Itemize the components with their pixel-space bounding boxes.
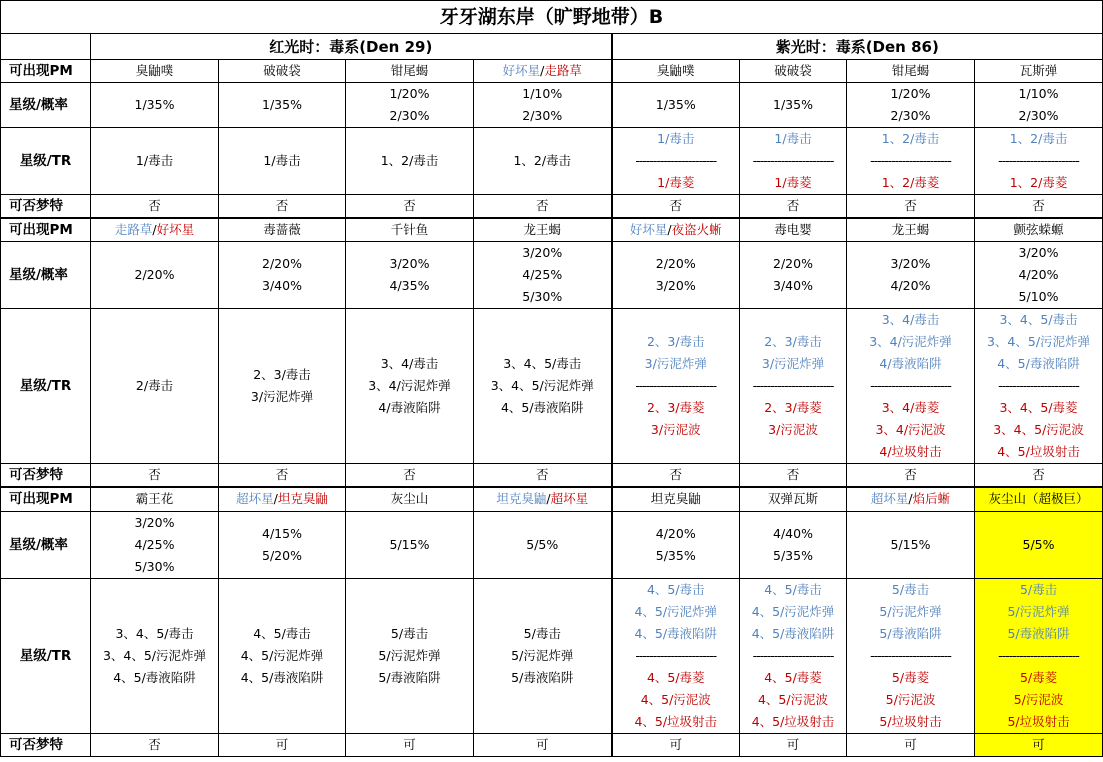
pokemon-name-part: 超坏星 (550, 491, 589, 507)
value-line: 3/20% (655, 278, 696, 293)
value-line: 4、5/毒液陷阱 (240, 669, 324, 685)
gmax-cell: 否 (91, 464, 219, 488)
rate-cell (219, 511, 346, 578)
value-line: 3、4、5/污泥波 (993, 422, 1084, 437)
value-line: 5/5% (1022, 536, 1055, 552)
value-line: 4/毒液陷阱 (879, 356, 942, 371)
value-line: 1/毒菱 (657, 175, 695, 190)
rate-cell (612, 511, 740, 578)
value-line: 5/污泥炸弹 (879, 603, 942, 619)
tr-cell (975, 309, 1103, 464)
pokemon-name-part: 坦克臭鼬 (277, 491, 328, 507)
pokemon-cell (474, 60, 612, 83)
value-line: 5/35% (773, 547, 813, 563)
label-pm: 可出现PM (1, 218, 91, 242)
gmax-cell: 可 (474, 733, 612, 756)
value-line: 4、5/污泥炸弹 (240, 647, 324, 663)
value-line: 3/20% (1018, 245, 1059, 260)
rate-cell (847, 83, 975, 128)
gmax-cell: 否 (346, 464, 474, 488)
value-line: 3/20% (890, 256, 931, 271)
tr-cell (474, 309, 612, 464)
dash-divider: ----------------------- (635, 153, 717, 168)
page-title: 牙牙湖东岸（旷野地带）B (1, 1, 1103, 34)
gmax-cell: 否 (91, 733, 219, 756)
dash-divider: ----------------------- (870, 153, 951, 168)
value-line: 4/20% (890, 278, 931, 293)
pokemon-name-part: 好坏星 (629, 222, 668, 237)
value-line: 3、4、5/毒击 (999, 312, 1078, 327)
pokemon-name-part: 好坏星 (502, 63, 541, 78)
label-gmax: 可否梦特 (1, 733, 91, 756)
value-line: 5/30% (522, 289, 563, 304)
pokemon-name-part: 毒电婴 (774, 222, 812, 237)
pokemon-name-part: 霸王花 (135, 491, 174, 507)
tr-cell (219, 309, 346, 464)
tr-cell (612, 309, 740, 464)
value-line: 4/20% (1018, 267, 1059, 282)
gmax-cell: 否 (847, 464, 975, 488)
pokemon-name-part: 超坏星 (870, 491, 909, 507)
tr-cell (474, 128, 612, 195)
gmax-cell: 否 (975, 195, 1103, 219)
tr-cell (612, 128, 740, 195)
tr-cell (346, 128, 474, 195)
gmax-cell: 否 (219, 464, 346, 488)
value-line: 2、3/毒击 (646, 334, 705, 349)
value-line: 1/毒击 (263, 153, 301, 168)
value-line: 5/5% (526, 536, 559, 552)
value-line: 5/毒击 (891, 581, 930, 597)
dash-divider: ----------------------- (870, 378, 951, 393)
pokemon-name-part: 超坏星 (236, 491, 274, 507)
gmax-cell: 可 (346, 733, 474, 756)
rate-cell (975, 511, 1103, 578)
pokemon-name-part: / (273, 491, 278, 507)
label-rate: 星级/概率 (1, 83, 91, 128)
label-rate: 星级/概率 (1, 242, 91, 309)
value-line: 5/35% (655, 547, 696, 563)
value-line: 5/毒液陷阱 (511, 669, 574, 685)
rate-cell (847, 511, 975, 578)
value-line: 4、5/垃圾射击 (997, 444, 1080, 459)
dash-divider: ----------------------- (998, 378, 1079, 393)
rate-cell (740, 511, 847, 578)
pokemon-cell (91, 218, 219, 242)
value-line: 3、4/污泥波 (875, 422, 946, 437)
gmax-row (1, 195, 1103, 219)
pokemon-name-part: 毒蔷薇 (263, 222, 301, 237)
gmax-cell: 可 (219, 733, 346, 756)
value-line: 4、5/毒菱 (646, 669, 705, 685)
label-tr: 星级/TR (1, 128, 91, 195)
value-line: 3、4、5/毒击 (503, 356, 582, 371)
value-line: 4、5/毒液陷阱 (500, 400, 584, 415)
value-line: 3、4、5/污泥炸弹 (986, 334, 1091, 349)
rate-row (1, 83, 1103, 128)
value-line: 4、5/毒液陷阱 (997, 356, 1080, 371)
value-line: 1/毒击 (135, 153, 174, 168)
value-line: 4/垃圾射击 (879, 444, 942, 459)
pokemon-name-part: 灰尘山（超极巨） (988, 491, 1089, 507)
value-line: 5/30% (134, 558, 175, 574)
value-line: 2/30% (890, 108, 931, 123)
pokemon-name-part: 坦克臭鼬 (650, 491, 701, 507)
pm-row (1, 218, 1103, 242)
value-line: 2、3/毒击 (253, 367, 311, 382)
rate-cell (847, 242, 975, 309)
gmax-cell: 否 (612, 464, 740, 488)
pokemon-name-part: / (908, 491, 913, 507)
label-rate: 星级/概率 (1, 511, 91, 578)
gmax-cell: 否 (346, 195, 474, 219)
value-line: 5/垃圾射击 (1007, 713, 1070, 729)
gmax-cell: 否 (847, 195, 975, 219)
rate-cell (219, 242, 346, 309)
gmax-cell: 否 (219, 195, 346, 219)
value-line: 5/10% (1018, 289, 1059, 304)
pokemon-name-part: 臭鼬噗 (656, 63, 695, 78)
value-line: 4、5/垃圾射击 (751, 713, 835, 729)
pokemon-name-part: 双弹瓦斯 (767, 491, 818, 507)
value-line: 5/污泥炸弹 (1007, 603, 1070, 619)
pokemon-cell (346, 218, 474, 242)
value-line: 5/毒菱 (1019, 669, 1058, 685)
value-line: 5/15% (389, 536, 430, 552)
dash-divider: ----------------------- (635, 378, 717, 393)
tr-row (1, 578, 1103, 733)
value-line: 3/污泥炸弹 (644, 356, 707, 371)
dash-divider: ----------------------- (752, 153, 834, 168)
value-line: 2/30% (522, 108, 563, 123)
pokemon-name-part: 颤弦蝾螈 (1013, 222, 1064, 237)
value-line: 4/毒液陷阱 (378, 400, 441, 415)
value-line: 1/20% (890, 86, 931, 101)
value-line: 4/25% (522, 267, 563, 282)
rate-cell (346, 242, 474, 309)
tr-cell (346, 309, 474, 464)
pokemon-cell (975, 487, 1103, 511)
value-line: 1/毒菱 (774, 175, 812, 190)
gmax-cell: 可 (847, 733, 975, 756)
value-line: 3、4/毒菱 (881, 400, 940, 415)
rate-cell (612, 83, 740, 128)
value-line: 1/35% (262, 97, 302, 112)
value-line: 5/毒击 (523, 625, 561, 641)
tr-cell (91, 309, 219, 464)
value-line: 3/污泥波 (650, 422, 701, 437)
pokemon-name-part: / (540, 63, 545, 78)
rate-cell (219, 83, 346, 128)
label-gmax: 可否梦特 (1, 195, 91, 219)
value-line: 5/污泥炸弹 (378, 647, 441, 663)
value-line: 2/30% (1018, 108, 1059, 123)
rate-cell (474, 83, 612, 128)
value-line: 1/10% (522, 86, 563, 101)
value-line: 2/20% (655, 256, 696, 271)
pokemon-name-part: 焰后蜥 (912, 491, 951, 507)
value-line: 4、5/污泥波 (757, 691, 829, 707)
value-line: 4、5/污泥炸弹 (751, 603, 835, 619)
value-line: 1、2/毒菱 (881, 175, 940, 190)
pokemon-cell (219, 487, 346, 511)
tr-row (1, 128, 1103, 195)
rate-cell (346, 511, 474, 578)
value-line: 3、4、5/毒击 (115, 625, 194, 641)
value-line: 4、5/污泥炸弹 (634, 603, 718, 619)
corner-cell (1, 34, 91, 60)
value-line: 1/35% (134, 97, 175, 112)
pokemon-cell (474, 487, 612, 511)
value-line: 3/20% (522, 245, 563, 260)
pokemon-cell (975, 218, 1103, 242)
pokemon-name-part: 坦克臭鼬 (496, 491, 547, 507)
gmax-cell: 否 (740, 464, 847, 488)
tr-cell (219, 128, 346, 195)
value-line: 1/毒击 (657, 131, 695, 146)
pokemon-name-part: 龙王蝎 (523, 222, 561, 237)
value-line: 1、2/毒击 (513, 153, 572, 168)
tr-cell (975, 578, 1103, 733)
rate-cell (474, 511, 612, 578)
pokemon-cell (847, 218, 975, 242)
pokemon-cell (612, 487, 740, 511)
label-pm: 可出现PM (1, 60, 91, 83)
rate-row (1, 511, 1103, 578)
value-line: 4、5/垃圾射击 (634, 713, 718, 729)
gmax-row (1, 464, 1103, 488)
rate-cell (740, 242, 847, 309)
rate-cell (91, 242, 219, 309)
pokemon-name-part: 瓦斯弹 (1019, 63, 1058, 78)
rate-cell (975, 83, 1103, 128)
value-line: 1、2/毒菱 (1009, 175, 1068, 190)
gmax-cell: 可 (612, 733, 740, 756)
tr-cell (91, 578, 219, 733)
pokemon-name-part: 好坏星 (156, 222, 195, 237)
pokemon-cell (740, 60, 847, 83)
value-line: 5/毒菱 (891, 669, 930, 685)
rate-row (1, 242, 1103, 309)
value-line: 3、4/污泥炸弹 (869, 334, 952, 349)
value-line: 2、3/毒菱 (764, 400, 822, 415)
gmax-cell: 否 (91, 195, 219, 219)
dash-divider: ----------------------- (635, 647, 717, 663)
pokemon-cell (219, 60, 346, 83)
value-line: 1、2/毒击 (881, 131, 940, 146)
value-line: 3、4/污泥炸弹 (368, 378, 451, 393)
value-line: 2/20% (262, 256, 302, 271)
pokemon-name-part: 灰尘山 (390, 491, 429, 507)
value-line: 2/20% (134, 267, 175, 282)
tr-cell (612, 578, 740, 733)
dash-divider: ----------------------- (870, 647, 951, 663)
value-line: 3、4、5/污泥炸弹 (490, 378, 594, 393)
pokemon-cell (847, 60, 975, 83)
value-line: 5/垃圾射击 (879, 713, 942, 729)
red-light-header: 红光时：毒系(Den 29) (91, 34, 612, 60)
rate-cell (91, 83, 219, 128)
value-line: 2/20% (773, 256, 813, 271)
value-line: 4、5/毒击 (253, 625, 311, 641)
value-line: 5/20% (262, 547, 302, 563)
tr-cell (91, 128, 219, 195)
value-line: 3/20% (389, 256, 430, 271)
value-line: 5/毒液陷阱 (378, 669, 441, 685)
value-line: 5/污泥炸弹 (511, 647, 574, 663)
pm-row (1, 60, 1103, 83)
label-tr: 星级/TR (1, 578, 91, 733)
pokemon-name-part: 走路草 (114, 222, 153, 237)
value-line: 2/30% (389, 108, 430, 123)
pokemon-cell (91, 487, 219, 511)
pokemon-cell (847, 487, 975, 511)
gmax-cell: 否 (740, 195, 847, 219)
dash-divider: ----------------------- (998, 153, 1079, 168)
pokemon-name-part: / (667, 222, 672, 237)
pokemon-name-part: 钳尾蝎 (390, 63, 429, 78)
gmax-cell: 否 (975, 464, 1103, 488)
pokemon-cell (91, 60, 219, 83)
value-line: 1/35% (655, 97, 696, 112)
purple-light-header: 紫光时：毒系(Den 86) (612, 34, 1103, 60)
tr-cell (740, 128, 847, 195)
dash-divider: ----------------------- (752, 647, 834, 663)
value-line: 3、4/毒击 (881, 312, 940, 327)
label-gmax: 可否梦特 (1, 464, 91, 488)
pokemon-cell (612, 60, 740, 83)
pokemon-name-part: / (152, 222, 157, 237)
pokemon-cell (740, 218, 847, 242)
rate-cell (474, 242, 612, 309)
pokemon-name-part: 走路草 (544, 63, 582, 78)
value-line: 5/毒击 (1019, 581, 1058, 597)
value-line: 1/35% (773, 97, 813, 112)
tr-cell (847, 578, 975, 733)
value-line: 4、5/毒液陷阱 (113, 669, 196, 685)
pokemon-cell (346, 487, 474, 511)
value-line: 1/10% (1018, 86, 1059, 101)
gmax-cell: 否 (474, 464, 612, 488)
value-line: 1、2/毒击 (380, 153, 439, 168)
gmax-cell: 可 (975, 733, 1103, 756)
dash-divider: ----------------------- (752, 378, 834, 393)
pokemon-name-part: 钳尾蝎 (891, 63, 930, 78)
value-line: 2、3/毒菱 (646, 400, 705, 415)
pokemon-name-part: 夜盗火蜥 (671, 222, 722, 237)
pokemon-cell (346, 60, 474, 83)
rate-cell (975, 242, 1103, 309)
value-line: 4/15% (262, 525, 302, 541)
value-line: 3、4/毒击 (380, 356, 439, 371)
value-line: 3/污泥炸弹 (250, 389, 314, 404)
gmax-cell: 可 (740, 733, 847, 756)
value-line: 1/毒击 (774, 131, 812, 146)
pokemon-name-part: 龙王蝎 (891, 222, 930, 237)
value-line: 3/污泥波 (768, 422, 818, 437)
value-line: 5/15% (890, 536, 931, 552)
value-line: 2、3/毒击 (764, 334, 822, 349)
value-line: 3/40% (773, 278, 813, 293)
dash-divider: ----------------------- (998, 647, 1079, 663)
value-line: 5/毒液陷阱 (879, 625, 942, 641)
value-line: 4/25% (134, 536, 175, 552)
tr-cell (740, 309, 847, 464)
pokemon-cell (740, 487, 847, 511)
label-tr: 星级/TR (1, 309, 91, 464)
label-pm: 可出现PM (1, 487, 91, 511)
pokemon-cell (219, 218, 346, 242)
value-line: 4/20% (655, 525, 696, 541)
value-line: 4、5/毒菱 (764, 669, 822, 685)
tr-cell (219, 578, 346, 733)
rate-cell (740, 83, 847, 128)
rate-cell (346, 83, 474, 128)
pokemon-name-part: 破破袋 (774, 63, 812, 78)
value-line: 5/毒液陷阱 (1007, 625, 1070, 641)
value-line: 4、5/毒击 (646, 581, 705, 597)
pokemon-cell (975, 60, 1103, 83)
value-line: 3/污泥炸弹 (761, 356, 825, 371)
gmax-row (1, 733, 1103, 756)
pokemon-name-part: / (546, 491, 551, 507)
value-line: 2/毒击 (135, 378, 174, 393)
rate-cell (612, 242, 740, 309)
tr-cell (346, 578, 474, 733)
pm-row (1, 487, 1103, 511)
value-line: 5/污泥波 (1013, 691, 1064, 707)
pokemon-name-part: 破破袋 (263, 63, 301, 78)
value-line: 4、5/毒液陷阱 (634, 625, 718, 641)
value-line: 5/污泥波 (885, 691, 936, 707)
tr-row (1, 309, 1103, 464)
pokemon-cell (474, 218, 612, 242)
tr-cell (975, 128, 1103, 195)
value-line: 3/40% (262, 278, 302, 293)
tr-cell (740, 578, 847, 733)
value-line: 4、5/毒液陷阱 (751, 625, 835, 641)
pokemon-name-part: 臭鼬噗 (135, 63, 174, 78)
value-line: 4、5/污泥波 (640, 691, 711, 707)
value-line: 4、5/毒击 (764, 581, 822, 597)
tr-cell (847, 128, 975, 195)
value-line: 1/20% (389, 86, 430, 101)
value-line: 3、4、5/毒菱 (999, 400, 1078, 415)
value-line: 1、2/毒击 (1009, 131, 1068, 146)
value-line: 5/毒击 (390, 625, 429, 641)
value-line: 4/35% (389, 278, 430, 293)
tr-cell (474, 578, 612, 733)
value-line: 3、4、5/污泥炸弹 (102, 647, 207, 663)
value-line: 3/20% (134, 514, 175, 530)
value-line: 4/40% (773, 525, 813, 541)
pokemon-cell (612, 218, 740, 242)
rate-cell (91, 511, 219, 578)
pokemon-name-part: 千针鱼 (390, 222, 429, 237)
tr-cell (847, 309, 975, 464)
gmax-cell: 否 (612, 195, 740, 219)
gmax-cell: 否 (474, 195, 612, 219)
